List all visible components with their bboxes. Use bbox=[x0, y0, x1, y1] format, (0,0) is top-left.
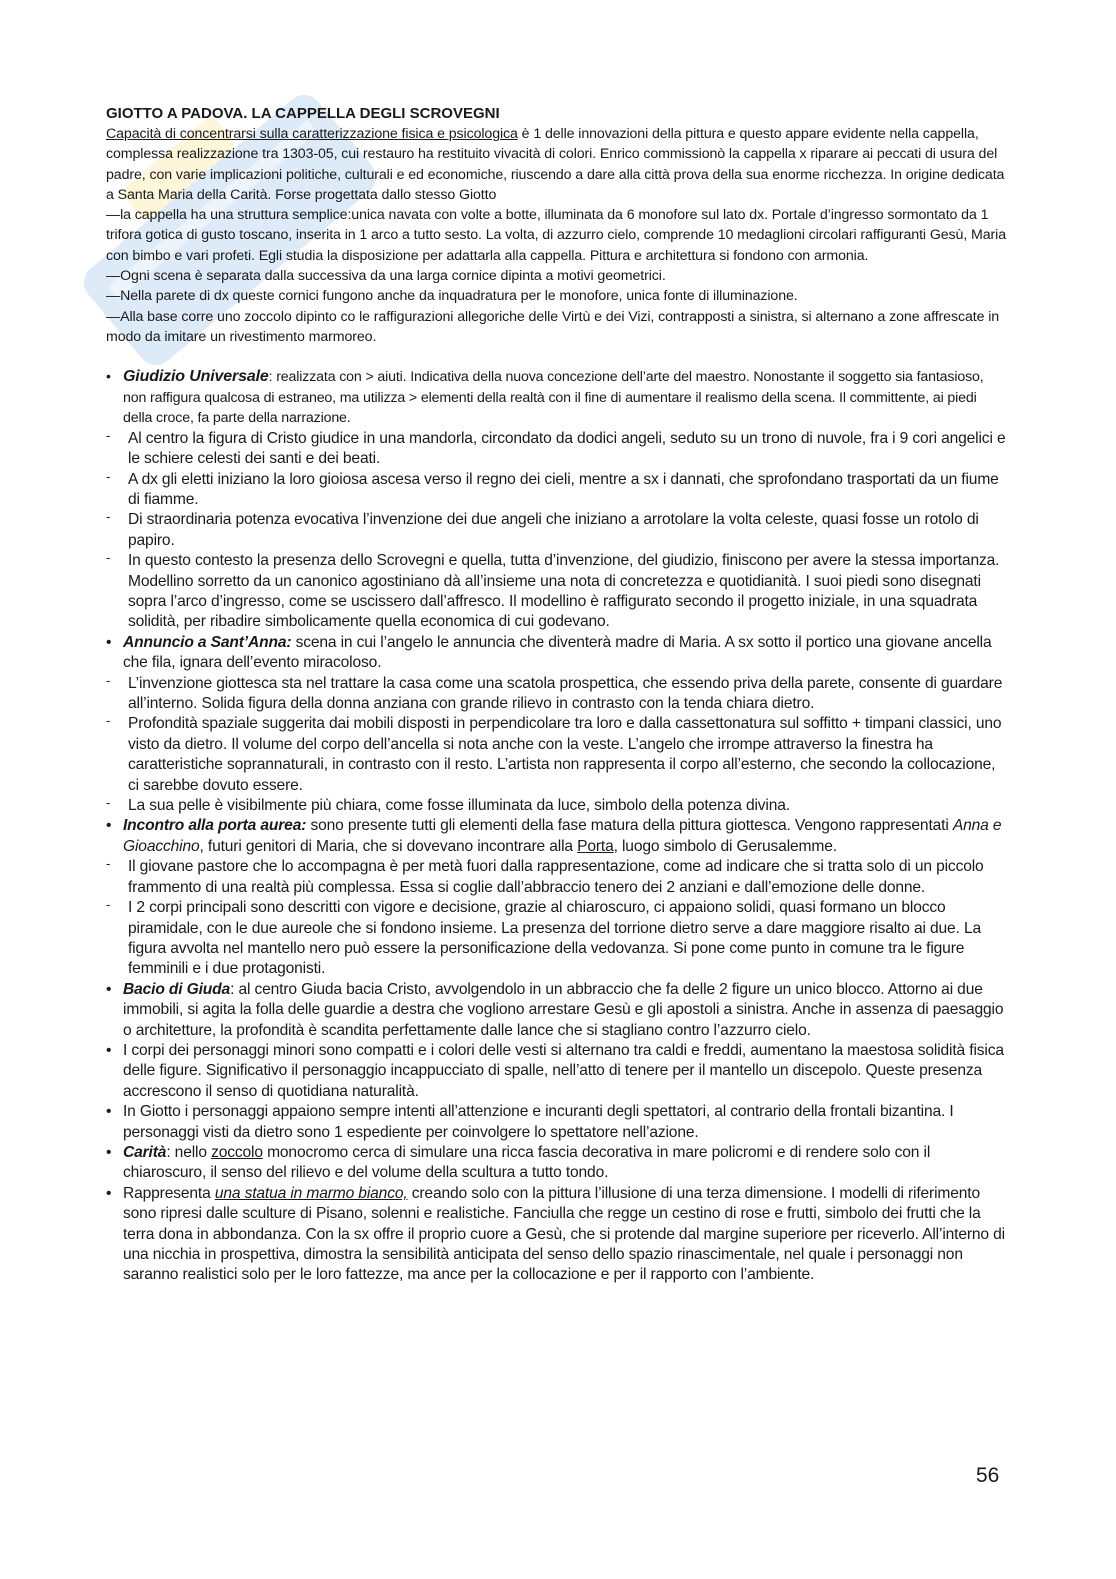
subitem-text: In questo contesto la presenza dello Scrovegni e quella, tutta d’invenzione, del giudizio, finiscono per avere la stessa importanza. Modellino sorretto da un canonico agostiniano dà all’insieme una nota di concretezza e quotidianità. I suoi piedi sono disegnati sopra l’arco d’ingresso, come se uscissero dall’affresco. Il modellino è raffigurato secondo il progetto iniziale, in una squadrata solidità, per ribadire simbolicamente quella economica di cui godevano. bbox=[128, 552, 1000, 631]
list-subitem bbox=[106, 470, 1006, 511]
item-text: : nello bbox=[166, 1143, 212, 1161]
item-text: scena in cui l’angelo le annuncia che diventerà madre di Maria. A sx sotto il portico una giovane ancella che fila, ignara dell’evento miracoloso. bbox=[123, 633, 992, 672]
list-item bbox=[106, 367, 1006, 429]
intro-zoccolo: —Alla base corre uno zoccolo dipinto co le raffigurazioni allegoriche delle Virtù e dei Vizi, contrapposti a sinistra, si alternano a zone affrescate in modo da imitare un rivestimento marmoreo. bbox=[106, 308, 1000, 345]
item-text: : realizzata con > aiuti. Indicativa della nuova concezione dell’arte del maestro. Nonostante il soggetto sia fantasioso, non raffigura qualcosa di estraneo, ma utilizza > elementi della realtà con il fine di aumentare il realismo della scena. Il committente, ai piedi della croce, fa parte della narrazione. bbox=[123, 369, 984, 427]
list-subitem bbox=[106, 551, 1006, 633]
subitem-text: Profondità spaziale suggerita dai mobili disposti in perpendicolare tra loro e dalla cassettonatura sul soffitto + timpani classici, uno visto da dietro. Il volume del corpo dell’ancella si nota anche con la veste. L’angelo che irrompe attraverso la finestra ha caratteristiche soprannaturali, in contrasto con il resto. L’artista non rappresenta il corpo all’esterno, che secondo la collocazione, ci sarebbe dovuto essere. bbox=[128, 715, 1002, 794]
subitem-text: Al centro la figura di Cristo giudice in una mandorla, circondato da dodici angeli, seduto su un trono di nuvole, fra i 9 cori angelici e le schiere celesti dei santi e dei beati. bbox=[128, 429, 1006, 468]
list-subitem bbox=[106, 714, 1006, 796]
item-text: monocromo cerca di simulare una ricca fascia decorativa in mare policromi e di rendere solo con il chiaroscuro, il senso del rilievo e del volume della scultura a tutto tondo. bbox=[123, 1143, 931, 1182]
subitem-text: A dx gli eletti iniziano la loro gioiosa ascesa verso il regno dei cieli, mentre a sx i dannati, che sprofondano trasportati da un fiume di fiamme. bbox=[128, 470, 999, 508]
subitem-text: L’invenzione giottesca sta nel trattare la casa come una scatola prospettica, che essendo priva della parete, consente di guardare all’interno. Solida figura della donna anziana con grande rilievo in contrasto con la tenda chiara dietro. bbox=[128, 674, 1003, 713]
list-item bbox=[106, 980, 1006, 1041]
item-label: Incontro alla porta aurea: bbox=[123, 817, 307, 835]
item-text: creando solo con la pittura l’illusione di una terza dimensione. I modelli di riferimento sono ripresi dalle sculture di Pisano, solenni e realistiche. Fanciulla che regge un cestino di rose e frutti, simbolo dei frutti che la terra dona in abbondanza. Con la sx offre il proprio cuore a Gesù, che si protende dal margine superiore per riceverlo. All’interno di una nicchia in prospettiva, dimostra la sensibilità anticipata del senso dello spazio rinascimentale, nel quale i personaggi non saranno realistici solo per le loro fattezze, ma ance per la collocazione e per il rapporto con l’ambiente. bbox=[123, 1184, 1005, 1284]
dash-marker: - bbox=[106, 795, 111, 811]
list-subitem bbox=[106, 898, 1006, 980]
item-label: Carità bbox=[123, 1143, 167, 1161]
item-label: Annuncio a Sant’Anna: bbox=[123, 633, 292, 651]
item-text: , luogo simbolo di Gerusalemme. bbox=[613, 837, 837, 855]
bullet-marker: • bbox=[106, 817, 112, 835]
list-subitem bbox=[106, 429, 1006, 470]
list-item bbox=[106, 816, 1006, 857]
bullet-marker: • bbox=[106, 369, 111, 386]
item-text: sono presente tutti gli elementi della fase matura della pittura giottesca. Vengono rappresentati bbox=[306, 817, 953, 835]
dash-marker: - bbox=[106, 550, 111, 566]
dash-marker: - bbox=[106, 856, 111, 872]
intro-structure: —la cappella ha una struttura semplice:unica navata con volte a botte, illuminata da 6 monofore sul lato dx. Portale d’ingresso sormontato da 1 trifora gotica di gusto toscano, inserita in 1 arco a tutto sesto. La volta, di azzurro cielo, comprende 10 medaglioni circolari raffiguranti Gesù, Maria con bimbo e vari profeti. Egli studia la disposizione per adattarla alla cappella. Pittura e architettura si fondono con armonia. bbox=[106, 207, 1006, 264]
list-item bbox=[106, 633, 1006, 674]
subitem-text: Di straordinaria potenza evocativa l’invenzione dei due angeli che iniziano a arrotolare la volta celeste, quasi fosse un rotolo di papiro. bbox=[128, 511, 979, 549]
item-text: In Giotto i personaggi appaiono sempre intenti all’attenzione e incuranti degli spettatori, al contrario della frontali bizantina. I personaggi visti da dietro sono 1 espediente per coinvolgere lo spettatore nell’azione. bbox=[123, 1103, 954, 1141]
intro-cornice: —Ogni scena è separata dalla successiva da una larga cornice dipinta a motivi geometrici. bbox=[106, 268, 666, 285]
list-item bbox=[106, 1102, 1006, 1143]
bullet-marker: • bbox=[106, 633, 112, 651]
list-item bbox=[106, 1041, 1006, 1102]
bullet-marker: • bbox=[106, 1103, 112, 1121]
page-number: 56 bbox=[976, 1464, 1000, 1487]
list-subitem bbox=[106, 796, 1006, 816]
dash-marker: - bbox=[106, 897, 111, 913]
dash-marker: - bbox=[106, 427, 111, 443]
item-text: : al centro Giuda bacia Cristo, avvolgendolo in un abbraccio che fa delle 2 figure un unico blocco. Attorno ai due immobili, si agita la folla delle guardie a destra che vogliono arrestare Gesù e gli apostoli a sinistra. Anche in assenza di paesaggio o architetture, la profondità è scandita perfettamente dalle lance che si stagliano contro l’azzurro cielo. bbox=[123, 980, 1004, 1039]
item-underlined: zoccolo bbox=[211, 1143, 263, 1161]
subitem-text: I 2 corpi principali sono descritti con vigore e decisione, grazie al chiaroscuro, ci appaiono solidi, quasi formano un blocco piramidale, con le due aureole che si fondono insieme. La presenza del torrione dietro serve a dare maggiore risalto ai due. La figura avvolta nel mantello nero può essere la personificazione della vedovanza. Si pone come punto in comune tra le figure femminili e i due protagonisti. bbox=[128, 899, 981, 978]
item-text: , futuri genitori di Maria, che si dovevano incontrare alla bbox=[199, 837, 578, 855]
item-label: Bacio di Giuda bbox=[123, 980, 231, 998]
page-title: GIOTTO A PADOVA. LA CAPPELLA DEGLI SCROVEGNI bbox=[106, 105, 500, 122]
item-label: Giudizio Universale bbox=[123, 368, 269, 386]
list-subitem bbox=[106, 857, 1006, 898]
intro-underlined: Capacità di concentrarsi sulla caratterizzazione fisica e psicologica bbox=[106, 126, 518, 142]
item-text: I corpi dei personaggi minori sono compatti e i colori delle vesti si alternano tra caldi e freddi, aumentano la maestosa solidità fisica delle figure. Significativo il personaggio incappucciato di spalle, nell’atto di tenere per il mantello un discepolo. Queste presenza accrescono il senso di quotidiana naturalità. bbox=[123, 1041, 1004, 1100]
bullet-marker: • bbox=[106, 1041, 112, 1059]
dash-marker: - bbox=[106, 509, 111, 525]
intro-parete: —Nella parete di dx queste cornici fungono anche da inquadratura per le monofore, unica fonte di illuminazione. bbox=[106, 288, 798, 305]
list-item bbox=[106, 1184, 1006, 1286]
item-italic: Anna e Gioacchino bbox=[123, 817, 1002, 855]
dash-marker: - bbox=[106, 672, 111, 688]
item-text: Rappresenta bbox=[123, 1184, 215, 1202]
bullet-marker: • bbox=[106, 1143, 112, 1161]
document-page bbox=[106, 104, 1006, 1286]
bullet-marker: • bbox=[106, 980, 112, 998]
item-underlined: Porta bbox=[577, 837, 614, 855]
dash-marker: - bbox=[106, 713, 111, 729]
dash-marker: - bbox=[106, 468, 111, 484]
list-item bbox=[106, 1143, 1006, 1184]
subitem-text: La sua pelle è visibilmente più chiara, come fosse illuminata da luce, simbolo della potenza divina. bbox=[128, 797, 790, 815]
subitem-text: Il giovane pastore che lo accompagna è per metà fuori dalla rappresentazione, come ad indicare che si tratta solo di un piccolo frammento di una realtà più complessa. Essa si coglie dall’abbraccio tenero dei 2 anziani e dall’emozione delle donne. bbox=[128, 858, 984, 896]
intro-text: è 1 delle innovazioni della pittura e questo appare evidente nella cappella, complessa realizzazione tra 1303-05, cui restauro ha restituito vivacità di colori. Enrico commissionò la cappella x riparare ai peccati di usura del padre, con varie implicazioni politiche, culturali e ed economiche, riuscendo a dare alla città prova della sua enorme ricchezza. In origine dedicata a Santa Maria della Carità. Forse progettata dallo stesso Giotto bbox=[106, 126, 1005, 203]
bullet-marker: • bbox=[106, 1184, 112, 1202]
list-subitem bbox=[106, 510, 1006, 551]
intro-paragraph bbox=[106, 124, 1006, 205]
item-underlined-italic: una statua in marmo bianco, bbox=[214, 1184, 408, 1202]
list-subitem bbox=[106, 674, 1006, 715]
